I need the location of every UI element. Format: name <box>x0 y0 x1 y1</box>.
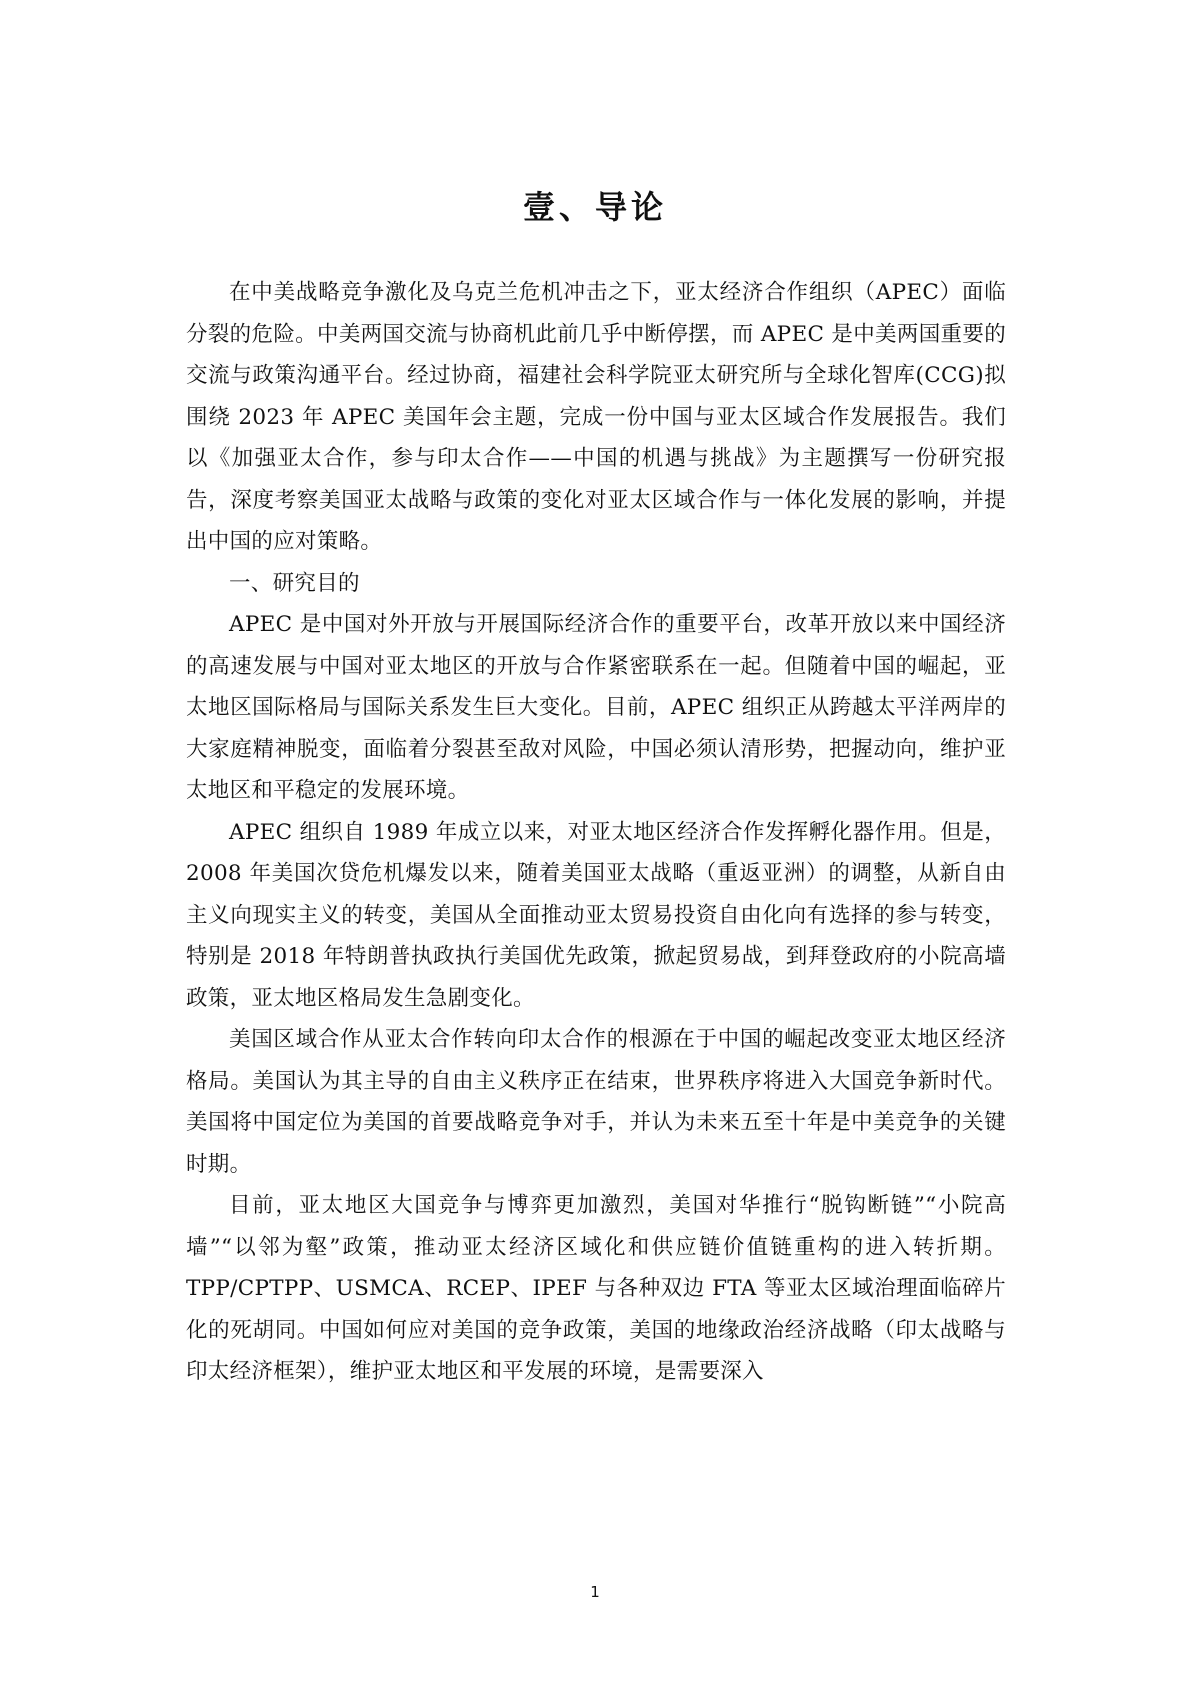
paragraph-us-regional-cooperation: 美国区域合作从亚太合作转向印太合作的根源在于中国的崛起改变亚太地区经济格局。美国认为其主导的自由主义秩序正在结束，世界秩序将进入大国竞争新时代。美国将中国定位为美国的首要战略竞争对手，并认为未来五至十年是中美竞争的关键时期。 <box>186 1027 1006 1177</box>
paragraph-apec-platform: APEC 是中国对外开放与开展国际经济合作的重要平台，改革开放以来中国经济的高速发展与中国对亚太地区的开放与合作紧密联系在一起。但随着中国的崛起，亚太地区国际格局与国际关系发生巨大变化。目前，APEC 组织正从跨越太平洋两岸的大家庭精神脱变，面临着分裂甚至敌对风险，中国必须认清形势，把握动向，维护亚太地区和平稳定的发展环境。 <box>186 612 1006 803</box>
page-title: 壹、导论 <box>522 188 667 226</box>
paragraph-current-situation: 目前，亚太地区大国竞争与博弈更加激烈，美国对华推行“脱钩断链”“小院高墙”“以邻为壑”政策，推动亚太经济区域化和供应链价值链重构的进入转折期。TPP/CPTPP、USMCA、RCEP、IPEF 与各种双边 FTA 等亚太区域治理面临碎片化的死胡同。中国如何应对美国的竞争政策，美国的地缘政治经济战略（印太战略与印太经济框架），维护亚太地区和平发展的环境，是需要深入 <box>186 1193 1006 1384</box>
document-body <box>186 272 1006 1393</box>
paragraph-apec-history: APEC 组织自 1989 年成立以来，对亚太地区经济合作发挥孵化器作用。但是，2008 年美国次贷危机爆发以来，随着美国亚太战略（重返亚洲）的调整，从新自由主义向现实主义的转变，美国从全面推动亚太贸易投资自由化向有选择的参与转变，特别是 2018 年特朗普执政执行美国优先政策，掀起贸易战，到拜登政府的小院高墙政策，亚太地区格局发生急剧变化。 <box>186 819 1006 1011</box>
section-heading-research-purpose: 一、研究目的 <box>229 570 360 596</box>
page-number: 1 <box>590 1583 600 1601</box>
paragraph-intro: 在中美战略竞争激化及乌克兰危机冲击之下，亚太经济合作组织（APEC）面临分裂的危险。中美两国交流与协商机此前几乎中断停摆，而 APEC 是中美两国重要的交流与政策沟通平台。经过协商，福建社会科学院亚太研究所与全球化智库(CCG)拟围绕 2023 年 APEC 美国年会主题，完成一份中国与亚太区域合作发展报告。我们以《加强亚太合作，参与印太合作——中国的机遇与挑战》为主题撰写一份研究报告，深度考察美国亚太战略与政策的变化对亚太区域合作与一体化发展的影响，并提出中国的应对策略。 <box>186 280 1006 554</box>
